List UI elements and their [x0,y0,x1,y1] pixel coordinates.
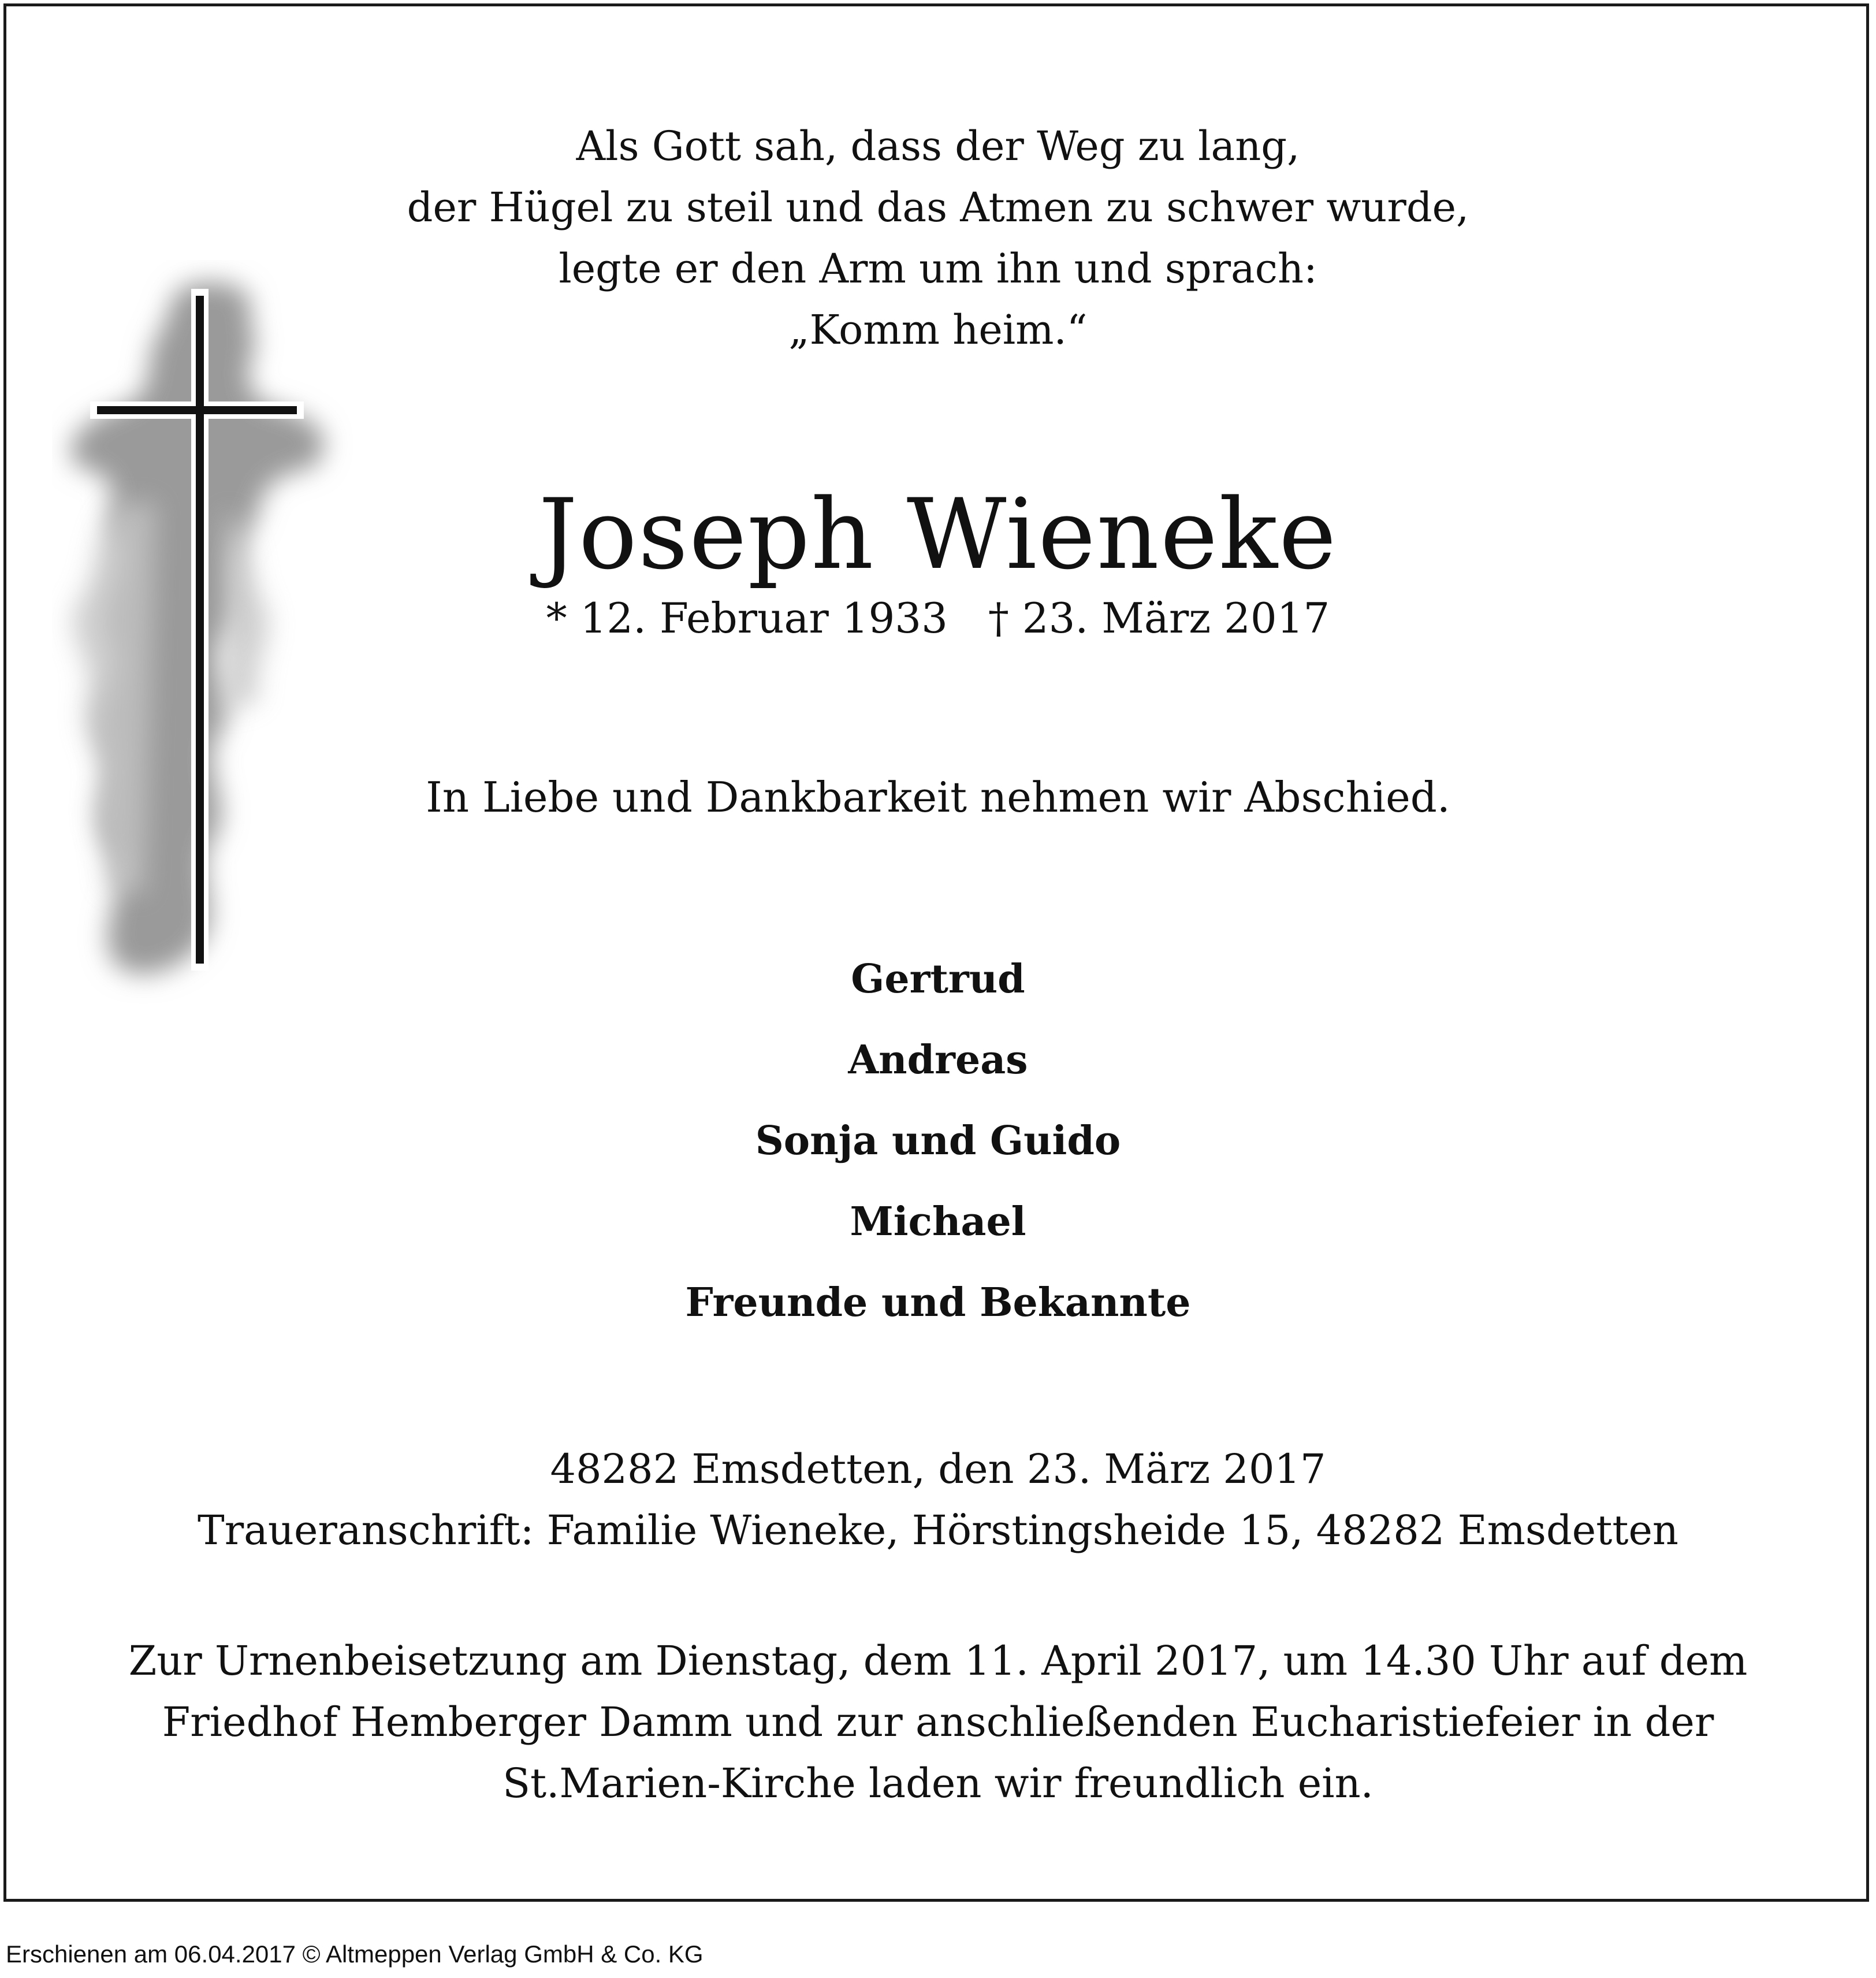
publication-footer: Erschienen am 06.04.2017 © Altmeppen Verlag GmbH & Co. KG [6,1940,704,1968]
verse-line: „Komm heim.“ [788,306,1088,354]
family-list [0,939,1876,1343]
verse-line: der Hügel zu steil und das Atmen zu schwer wurde, [407,184,1469,231]
life-dates [0,592,1876,644]
place-block [0,1438,1876,1561]
invitation-line: St.Marien-Kirche laden wir freundlich ein. [502,1760,1374,1807]
death-date: † 23. März 2017 [988,594,1330,642]
birth-date: * 12. Februar 1933 [546,594,948,642]
invitation-line: Zur Urnenbeisetzung am Dienstag, dem 11. April 2017, um 14.30 Uhr auf dem [128,1637,1748,1685]
deceased-name: Joseph Wieneke [538,478,1338,591]
family-member: Andreas [848,1037,1028,1083]
family-member: Gertrud [851,956,1025,1002]
family-member: Freunde und Bekannte [685,1280,1191,1326]
invitation-block [0,1630,1876,1814]
family-member: Michael [850,1199,1026,1245]
verse [0,116,1876,360]
verse-line: Als Gott sah, dass der Weg zu lang, [576,122,1300,170]
location-date: 48282 Emsdetten, den 23. März 2017 [550,1445,1326,1493]
invitation-line: Friedhof Hemberger Damm und zur anschließenden Eucharistiefeier in der [162,1698,1714,1746]
verse-line: legte er den Arm um ihn und sprach: [559,245,1317,292]
mourning-address: Traueranschrift: Familie Wieneke, Hörstingsheide 15, 48282 Emsdetten [198,1507,1678,1554]
family-member: Sonja und Guido [755,1118,1121,1164]
farewell-text: In Liebe und Dankbarkeit nehmen wir Abschied. [426,773,1450,821]
